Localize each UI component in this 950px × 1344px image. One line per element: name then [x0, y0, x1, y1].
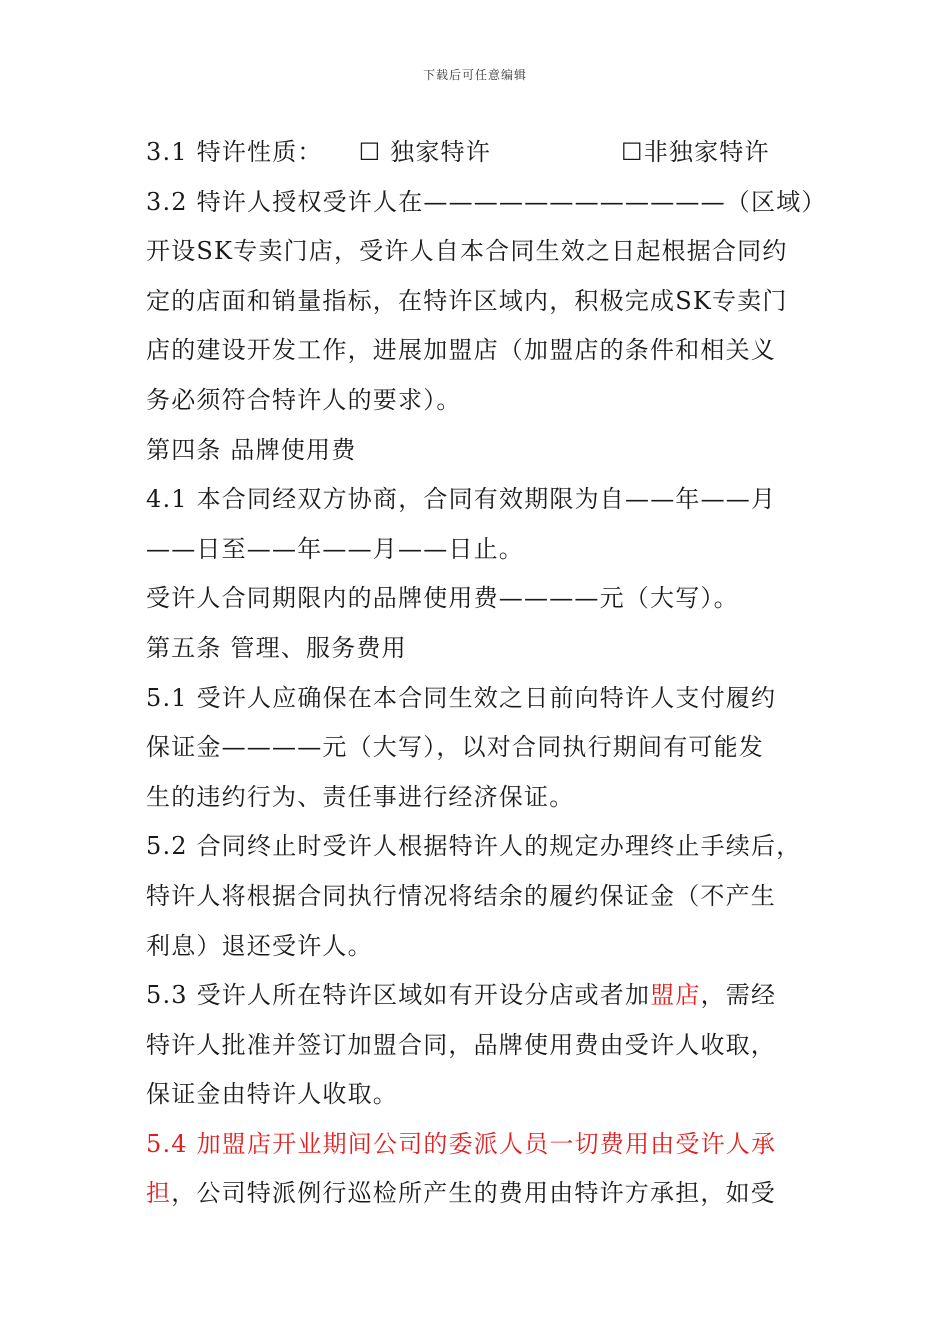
exclusive-option-label: 独家特许	[381, 138, 491, 166]
header-note: 下载后可任意编辑	[422, 68, 527, 82]
text-line: 生的违约行为、责任事进行经济保证。	[146, 782, 575, 811]
text-line: 5.1 受许人应确保在本合同生效之日前向特许人支付履约	[146, 683, 777, 712]
text-line: 务必须符合特许人的要求）。	[146, 385, 462, 414]
clause-5-3-highlight: 盟店	[650, 981, 701, 1010]
clause-5-3-line-1	[146, 971, 814, 1021]
clause-5-3-line-2: 特许人批准并签订加盟合同，品牌使用费由受许人收取，	[146, 1030, 776, 1059]
text-line: ——日至——年——月——日止。	[146, 534, 524, 563]
clause-5-3-text: 5.3 受许人所在特许区域如有开设分店或者加	[146, 981, 651, 1010]
clause-3-1	[146, 128, 814, 178]
non-exclusive-checkbox-icon[interactable]: ☐	[620, 138, 644, 166]
text-line: 4.1 本合同经双方协商，合同有效期限为自——年——月	[146, 485, 777, 514]
text-line: 3.2 特许人授权受许人在————————————（区域）	[146, 187, 827, 216]
clause-5-4-line-2	[146, 1169, 814, 1219]
document-body	[146, 128, 827, 1219]
clause-5-3-line-3: 保证金由特许人收取。	[146, 1080, 398, 1109]
text-line: 利息）退还受许人。	[146, 931, 373, 960]
clause-5-4-highlight: 加盟店开业期间公司的委派人员一切费用由受许人承	[196, 1129, 777, 1158]
clause-5-4-line-1	[146, 1120, 814, 1170]
clause-5-3-tail: ，需经	[700, 981, 777, 1010]
section-heading-article-4: 第四条 品牌使用费	[146, 435, 357, 464]
clause-5-4-tail: ，公司特派例行巡检所产生的费用由特许方承担，如受	[171, 1179, 777, 1208]
exclusive-checkbox-icon[interactable]: ☐	[358, 138, 382, 166]
text-line: 5.2 合同终止时受许人根据特许人的规定办理终止手续后，	[146, 832, 802, 861]
text-line: 保证金————元（大写），以对合同执行期间有可能发	[146, 733, 764, 762]
text-line: 定的店面和销量指标，在特许区域内，积极完成SK专卖门	[146, 286, 788, 315]
text-line: 受许人合同期限内的品牌使用费————元（大写）。	[146, 584, 739, 613]
text-line: 特许人将根据合同执行情况将结余的履约保证金（不产生	[146, 881, 776, 910]
clause-5-4-highlight-end: 担	[146, 1179, 172, 1208]
section-heading-article-5: 第五条 管理、服务费用	[146, 633, 407, 662]
text-line: 店的建设开发工作，进展加盟店（加盟店的条件和相关义	[146, 336, 776, 365]
text-line: 开设SK专卖门店，受许人自本合同生效之日起根据合同约	[146, 237, 788, 266]
clause-5-4-prefix: 5.4	[146, 1129, 197, 1158]
clause-3-1-prefix: 3.1 特许性质：	[146, 138, 323, 166]
non-exclusive-option-label: 非独家特许	[643, 138, 770, 166]
